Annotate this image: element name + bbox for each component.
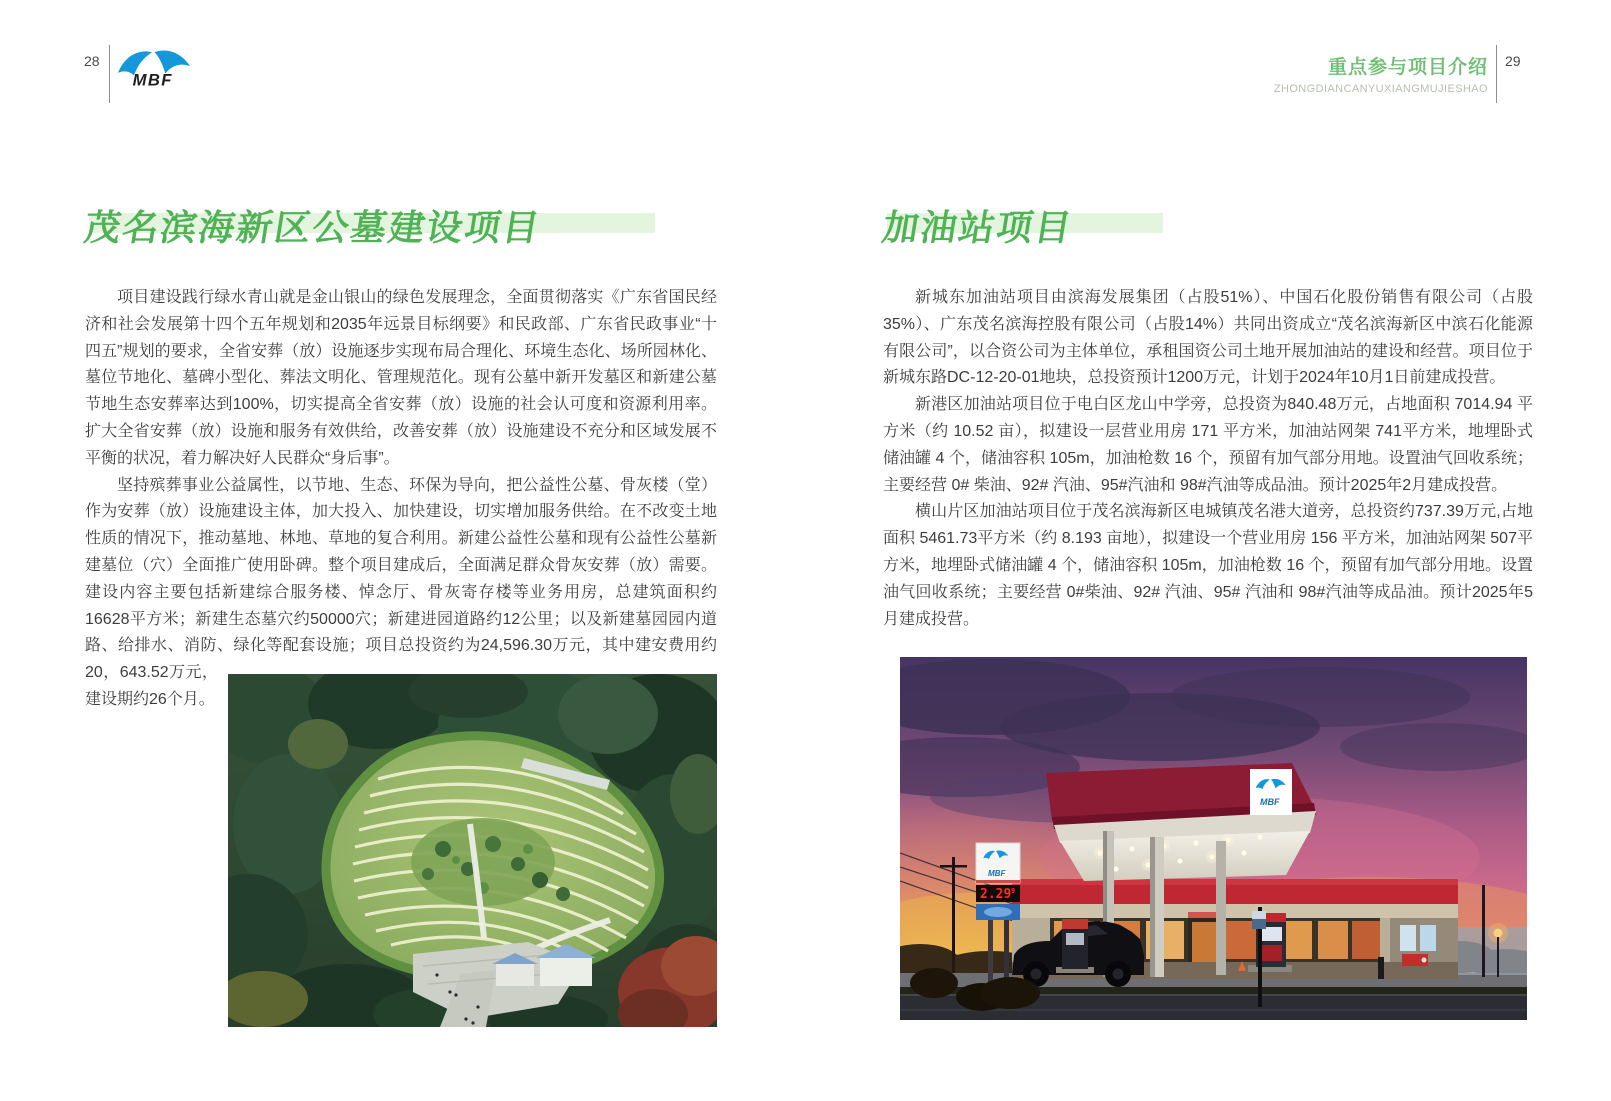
article-title: 加油站项目 bbox=[879, 207, 1076, 249]
wall-poster bbox=[1400, 925, 1416, 951]
section-subtitle: ZHONGDIANCANYUXIANGMUJIESHAO bbox=[1273, 83, 1488, 95]
mbf-logo-text: MBF bbox=[132, 70, 173, 89]
header-divider-left bbox=[109, 45, 110, 103]
cemetery-aerial-render bbox=[228, 674, 717, 1027]
paragraph bbox=[85, 473, 717, 714]
article-title-row bbox=[879, 176, 1533, 249]
paragraph-text: 坚持殡葬事业公益属性，以节地、生态、环保为导向，把公益性公墓、骨灰楼（堂）作为安葬（放）设施建设主体，加大投入、加快建设，切实增加服务供给。在不改变土地性质的情况下，推动墓地、林地、草地的复合利用。新建公益性公墓和现有公益性公墓新建墓位（穴）全面推广使用卧碑。整个项目建成后，全面满足群众骨灰安葬（放）需要。建设内容主要包括新建综合服务楼、悼念厅、骨灰寄存楼等业务用房，总建筑面积约16628平方米；新建生态墓穴约50000穴；新建进园道路约12公里；以及新建墓园园内道路、给排水、消防、绿化等配套设施； bbox=[85, 476, 717, 655]
mbf-logo-icon bbox=[114, 46, 194, 89]
mbf-logo bbox=[114, 46, 194, 92]
article-title: 茂名滨海新区公墓建设项目 bbox=[81, 207, 544, 249]
section-title: 重点参与项目介绍 bbox=[1327, 57, 1488, 78]
fuel-price-fraction: 9 bbox=[1011, 887, 1016, 896]
wall-poster bbox=[1420, 925, 1436, 951]
paragraph: 新港区加油站项目位于电白区龙山中学旁，总投资为840.48万元，占地面积 7014.94 平方米（约 10.52 亩），拟建设一层营业用房 171 平方米，加油站网架 741平方米，地埋卧式储油罐 4 个，储油容积 105m，加油枪数 16 个，预留有加气部分用地。设置油气回收系统；主要经营 0# 柴油、92# 汽油、95#汽油和 98#汽油等成品油。预计2025年2月建成投营。 bbox=[883, 396, 1533, 494]
page-number-left: 28 bbox=[84, 53, 100, 69]
article-cemetery-project bbox=[81, 176, 717, 1027]
cemetery-photo bbox=[228, 674, 717, 1027]
header-divider-right bbox=[1496, 45, 1497, 103]
page-number-right: 29 bbox=[1505, 53, 1521, 69]
article-body bbox=[85, 285, 717, 714]
paragraph: 横山片区加油站项目位于茂名滨海新区电城镇茂名港大道旁，总投资约737.39万元,占地面积 5461.73平方米（约 8.193 亩地），拟建设一个营业用房 156 平方米，加油站网架 507平方米，地埋卧式储油罐 4 个，储油容积 105m，加油枪数 16 个，预留有加气部分用地。设置油气回收系统；主要经营 0#柴油、92# 汽油、95# 汽油和 98#汽油等成品油。预计2025年5月建成投营。 bbox=[883, 503, 1533, 628]
gas-station-sunset-scene bbox=[900, 657, 1527, 1020]
article-title-row bbox=[81, 176, 717, 249]
section-header bbox=[1274, 52, 1488, 95]
paragraph-text: 项目总投资约为24,596.30万元，其中建安费用约20，643.52万元，建设期约26个月。 bbox=[85, 637, 717, 708]
fuel-price: 2.29 bbox=[980, 887, 1012, 903]
lamp-post bbox=[1482, 885, 1485, 977]
paragraph: 项目建设践行绿水青山就是金山银山的绿色发展理念，全面贯彻落实《广东省国民经济和社会发展第十四个五年规划和2035年远景目标纲要》和民政部、广东省民政事业“十四五”规划的要求，全省安葬（放）设施逐步实现布局合理化、环境生态化、场所园林化、墓位节地化、墓碑小型化、葬法文明化、管理规范化。现有公墓中新开发墓区和新建公墓节地生态安葬率达到100%，切实提高全省安葬（放）设施的社会认可度和资源利用率。扩大全省安葬（放）设施和服务有效供给，改善安葬（放）设施建设不充分和区域发展不平衡的状况，着力解决好人民群众“身后事”。 bbox=[85, 289, 717, 467]
article-body bbox=[883, 285, 1533, 633]
article-gas-station-project bbox=[879, 176, 1533, 1020]
canopy-sign-text: MBF bbox=[1260, 797, 1280, 808]
paragraph: 新城东加油站项目由滨海发展集团（占股51%）、中国石化股份销售有限公司（占股35%）、广东茂名滨海控股有限公司（占股14%）共同出资成立“茂名滨海新区中滨石化能源有限公司”，以合资公司为主体单位，承租国资公司土地开展加油站的建设和经营。项目位于新城东路DC-12-20-01地块，总投资预计1200万元，计划于2024年10月1日前建成投营。 bbox=[883, 289, 1533, 387]
price-sign-brand: MBF bbox=[988, 869, 1006, 879]
pole-crossarm bbox=[940, 865, 967, 868]
street-lamp bbox=[1494, 929, 1503, 938]
gas-station-photo bbox=[900, 657, 1527, 1020]
canopy-brand-sign bbox=[1250, 769, 1292, 815]
